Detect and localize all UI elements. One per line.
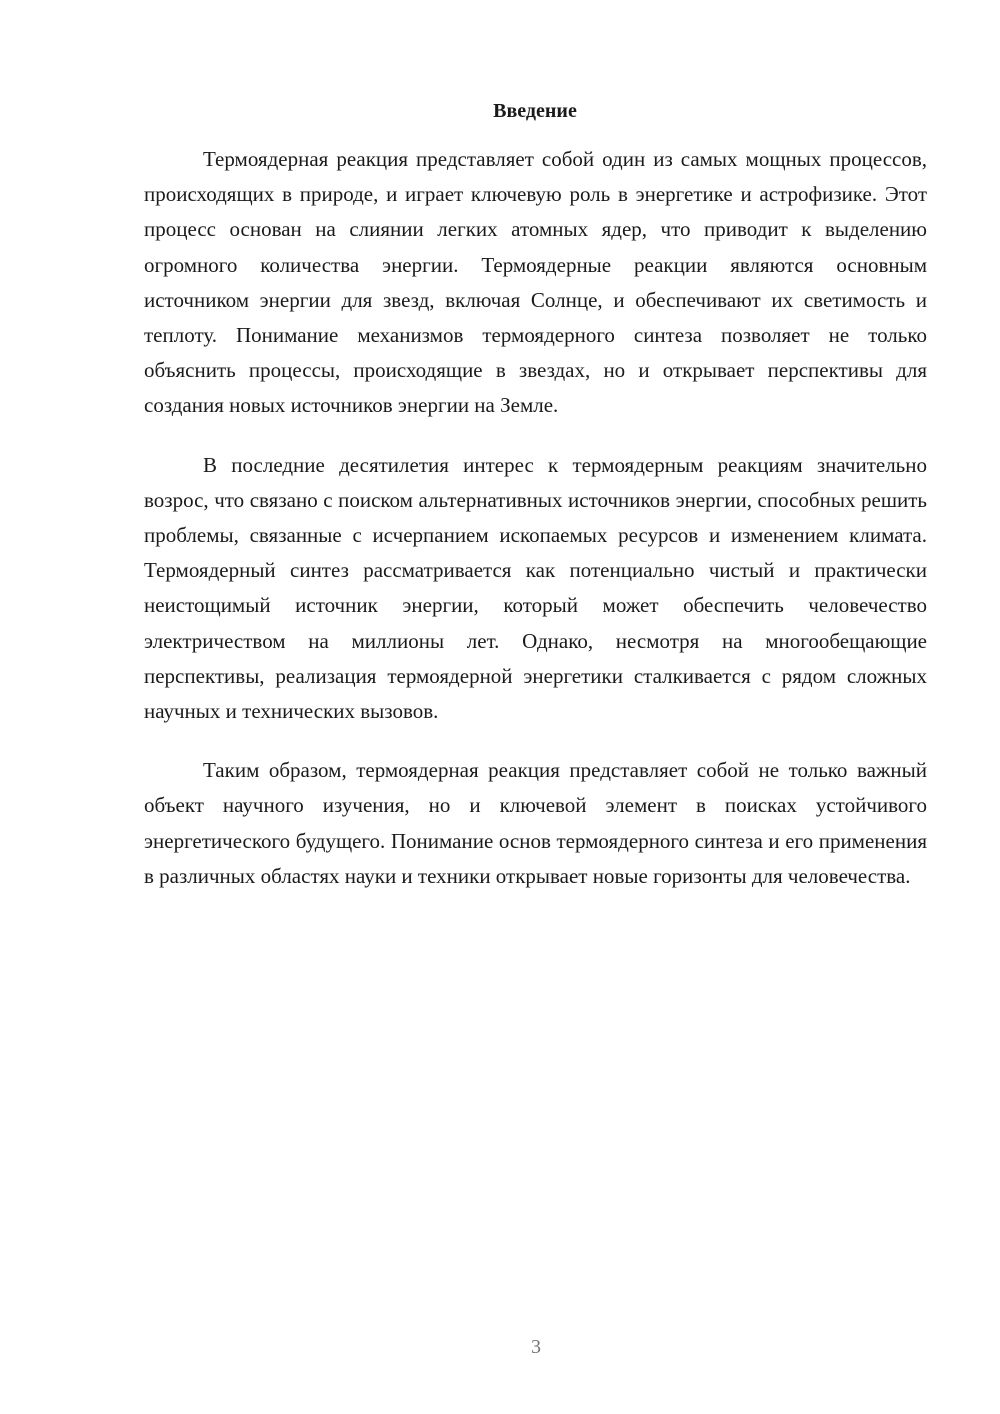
section-heading: Введение [493, 100, 577, 122]
body-text [144, 142, 927, 918]
paragraph-3: Таким образом, термоядерная реакция представляет собой не только важный объект научного изучения, но и ключевой элемент в поисках устойчивого энергетического будущего. Понимание основ термоядерного синтеза и его применения в различных областях науки и техники открывает новые горизонты для человечества. [144, 758, 927, 888]
paragraph-1: Термоядерная реакция представляет собой один из самых мощных процессов, происходящих в природе, и играет ключевую роль в энергетике и астрофизике. Этот процесс основан на слиянии легких атомных ядер, что приводит к выделению огромного количества энергии. Термоядерные реакции являются основным источником энергии для звезд, включая Солнце, и обеспечивают их светимость и теплоту. Понимание механизмов термоядерного синтеза позволяет не только объяснить процессы, происходящие в звездах, но и открывает перспективы для создания новых источников энергии на Земле. [144, 147, 927, 418]
paragraph-2: В последние десятилетия интерес к термоядерным реакциям значительно возрос, что связано с поиском альтернативных источников энергии, способных решить проблемы, связанные с исчерпанием ископаемых ресурсов и изменением климата. Термоядерный синтез рассматривается как потенциально чистый и практически неистощимый источник энергии, который может обеспечить человечество электричеством на миллионы лет. Однако, несмотря на многообещающие перспективы, реализация термоядерной энергетики сталкивается с рядом сложных научных и технических вызовов. [144, 452, 927, 724]
page-number: 3 [531, 1336, 541, 1358]
